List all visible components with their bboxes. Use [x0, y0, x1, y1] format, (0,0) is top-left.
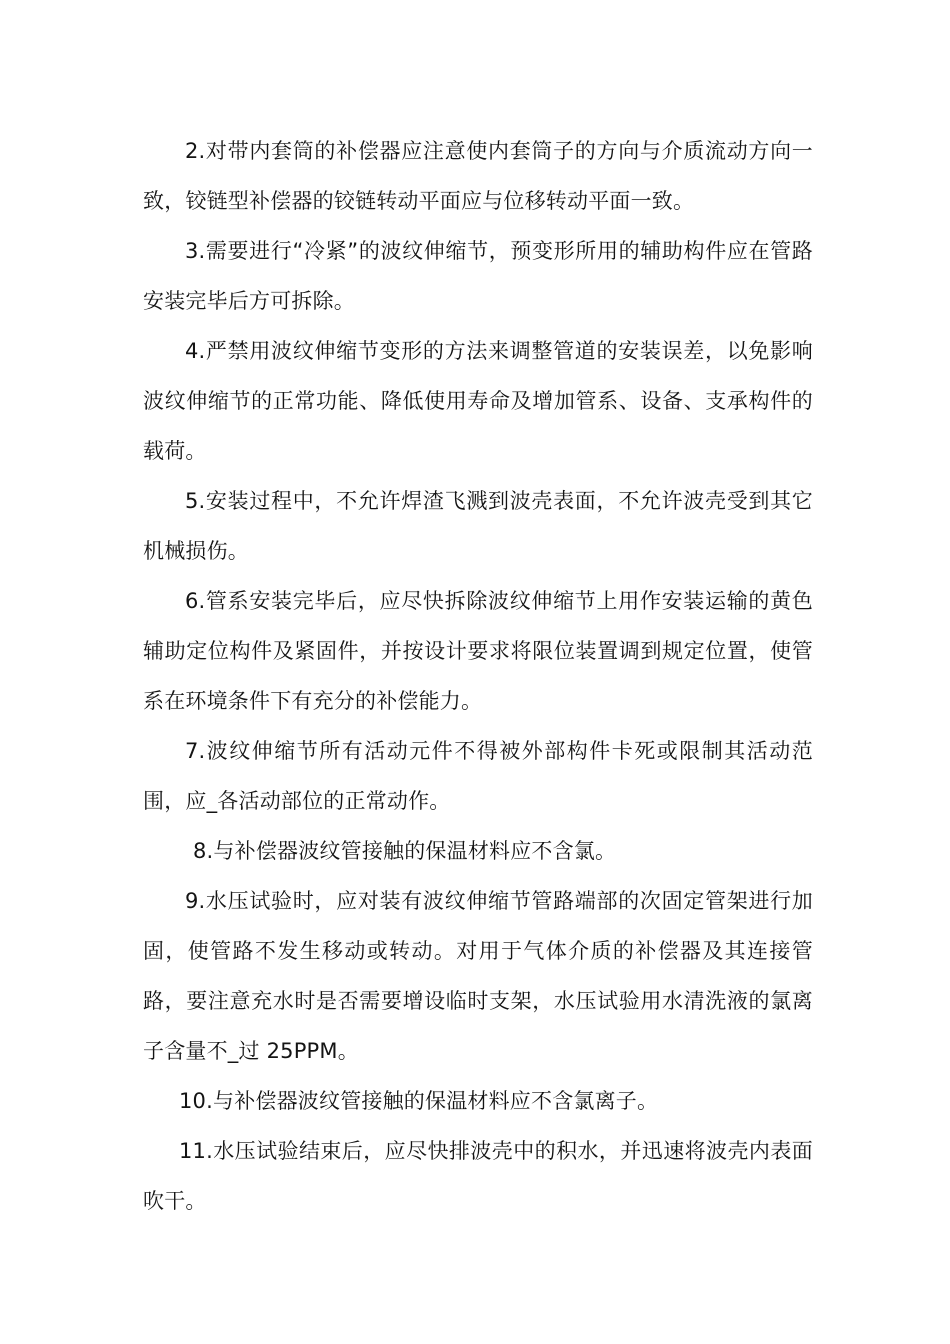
paragraph-3: 3.需要进行“冷紧”的波纹伸缩节，预变形所用的辅助构件应在管路安装完毕后方可拆除。 [143, 239, 813, 313]
paragraph-2: 2.对带内套筒的补偿器应注意使内套筒子的方向与介质流动方向一致，铰链型补偿器的铰链转动平面应与位移转动平面一致。 [143, 139, 813, 213]
paragraph-8: 8.与补偿器波纹管接触的保温材料应不含氯。 [193, 839, 617, 863]
document-body [143, 126, 813, 1226]
paragraph-7: 7.波纹伸缩节所有活动元件不得被外部构件卡死或限制其活动范围，应_各活动部位的正常动作。 [143, 739, 813, 813]
paragraph-9: 9.水压试验时，应对装有波纹伸缩节管路端部的次固定管架进行加固，使管路不发生移动或转动。对用于气体介质的补偿器及其连接管路，要注意充水时是否需要增设临时支架，水压试验用水清洗液的氯离子含量不_过 25PPM。 [143, 889, 813, 1063]
paragraph-5: 5.安装过程中，不允许焊渣飞溅到波壳表面，不允许波壳受到其它机械损伤。 [143, 489, 813, 563]
paragraph-6: 6.管系安装完毕后，应尽快拆除波纹伸缩节上用作安装运输的黄色辅助定位构件及紧固件，并按设计要求将限位装置调到规定位置，使管系在环境条件下有充分的补偿能力。 [143, 589, 813, 713]
paragraph-11: 11.水压试验结束后，应尽快排波壳中的积水，并迅速将波壳内表面吹干。 [143, 1139, 813, 1213]
paragraph-4: 4.严禁用波纹伸缩节变形的方法来调整管道的安装误差，以免影响波纹伸缩节的正常功能、降低使用寿命及增加管系、设备、支承构件的载荷。 [143, 339, 813, 463]
paragraph-10: 10.与补偿器波纹管接触的保温材料应不含氯离子。 [179, 1089, 659, 1113]
